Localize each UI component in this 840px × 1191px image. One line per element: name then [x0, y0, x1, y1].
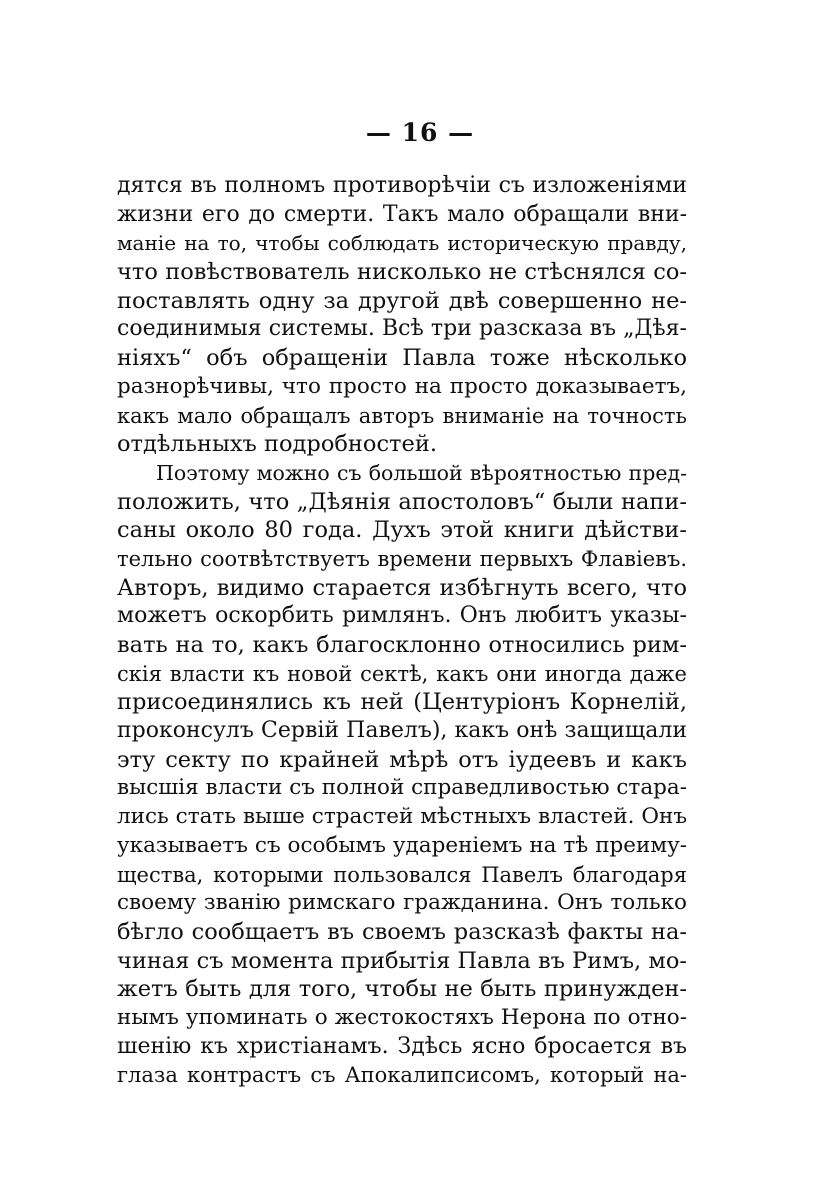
- text-line: высшія власти съ полной справедливостью стара-: [117, 775, 687, 801]
- paragraph-2: [117, 459, 687, 1090]
- text-line: своему званію римскаго гражданина. Онъ только: [117, 890, 687, 916]
- text-line: ніяхъ“ объ обращеніи Павла тоже нѣсколько: [117, 345, 687, 372]
- text-line: щества, которыми пользовался Павелъ благодаря: [117, 862, 687, 887]
- text-line: маніе на то, чтобы соблюдать историческую правду,: [117, 231, 687, 256]
- text-line: чиная съ момента прибытія Павла въ Римъ, мо-: [117, 947, 687, 974]
- text-line: тельно соотвѣтствуетъ времени первыхъ Флавіевъ.: [117, 546, 687, 571]
- text-line: Поэтому можно съ большой вѣроятностью пред-: [156, 460, 687, 485]
- text-line: жетъ быть для того, чтобы не быть принужден-: [117, 976, 687, 1003]
- text-line: дятся въ полномъ противорѣчіи съ изложеніями: [117, 173, 687, 198]
- text-line: вать на то, какъ благосклонно относились рим-: [117, 632, 687, 658]
- text-line: присоединялись къ ней (Центуріонъ Корнелій,: [117, 689, 687, 716]
- text-line: можетъ оскорбить римлянъ. Онъ любитъ указы-: [117, 603, 687, 629]
- text-line: соединимыя системы. Всѣ три разсказа въ „Дѣя-: [117, 316, 687, 342]
- text-line: бѣгло сообщаетъ въ своемъ разсказѣ факты на-: [117, 918, 687, 945]
- text-line: глаза контрастъ съ Апокалипсисомъ, который на-: [117, 1063, 687, 1088]
- text-line: жизни его до смерти. Такъ мало обращали вни-: [117, 201, 687, 227]
- text-line: саны около 80 года. Духъ этой книги дѣйстви-: [117, 517, 687, 544]
- text-line: проконсулъ Сервій Павелъ), какъ онѣ защищали: [117, 718, 687, 744]
- text-line: какъ мало обращалъ авторъ вниманіе на точность: [117, 403, 687, 428]
- text-line: положить, что „Дѣянія апостоловъ“ были напи-: [117, 488, 687, 515]
- text-line: поставлять одну за другой двѣ совершенно не-: [117, 287, 687, 314]
- text-line: шенію къ христіанамъ. Здѣсь ясно бросается въ: [117, 1033, 687, 1059]
- paragraph-1: [117, 172, 687, 459]
- text-line: Авторъ, видимо старается избѣгнуть всего, что: [117, 574, 687, 601]
- text-line: что повѣствователь нисколько не стѣснялся со-: [117, 259, 687, 286]
- text-line: нымъ упоминать о жестокостяхъ Нерона по отно-: [117, 1004, 687, 1030]
- body-text: [117, 172, 687, 1090]
- text-line: указываетъ съ особымъ удареніемъ на тѣ преиму-: [117, 832, 687, 858]
- text-line: лись стать выше страстей мѣстныхъ властей. Онъ: [117, 804, 687, 830]
- text-line: отдѣльныхъ подробностей.: [117, 431, 437, 458]
- page-number: — 16 —: [365, 118, 475, 147]
- text-line: скія власти къ новой сектѣ, какъ они иногда даже: [117, 661, 687, 686]
- text-line: эту секту по крайней мѣрѣ отъ іудеевъ и какъ: [117, 746, 687, 773]
- text-line: разнорѣчивы, что просто на просто доказываетъ,: [117, 373, 687, 399]
